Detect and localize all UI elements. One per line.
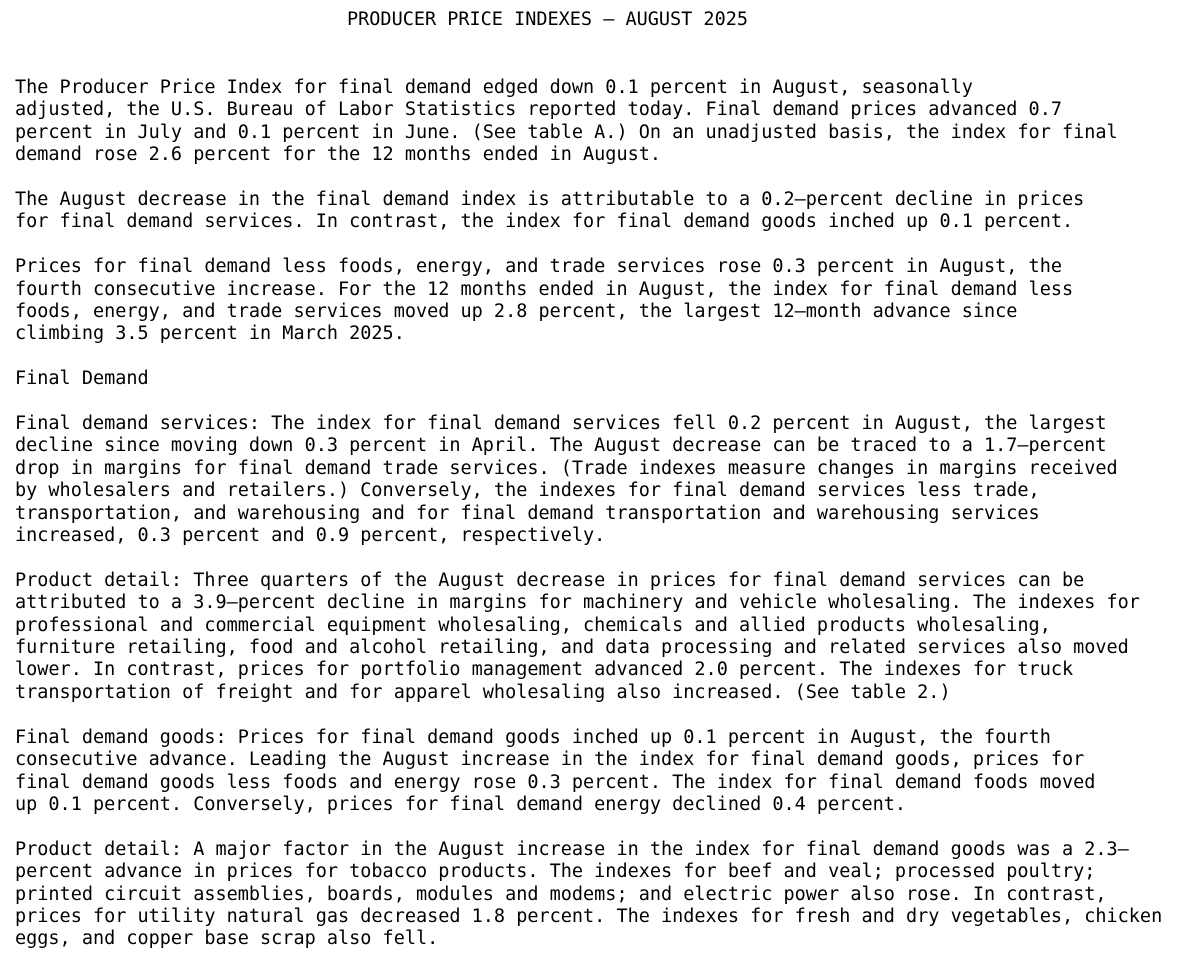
document-title: PRODUCER PRICE INDEXES – AUGUST 2025: [347, 9, 748, 30]
paragraph-decrease-attribution: The August decrease in the final demand index is attributable to a 0.2–percent decline in prices for final demand services. In contrast, the index for final demand goods inched up 0.1 percent.: [15, 189, 1085, 233]
paragraph-summary: The Producer Price Index for final demand edged down 0.1 percent in August, seasonally adjusted, the U.S. Bureau of Labor Statistics reported today. Final demand prices advanced 0.7 percent in July and 0.1 percent in June. (See table A.) On an unadjusted basis, the index for final demand rose 2.6 percent for the 12 months ended in August.: [15, 77, 1118, 166]
paragraph-goods-product-detail: Product detail: A major factor in the August increase in the index for final demand goods was a 2.3– percent advance in prices for tobacco products. The indexes for beef and veal; processed poultry; printed circuit assemblies, boards, modules and modems; and electric power also rose. In contrast, prices for utility natural gas decreased 1.8 percent. The indexes for fresh and dry vegetables, chicken eggs, and copper base scrap also fell.: [15, 838, 1163, 950]
paragraph-services-product-detail: Product detail: Three quarters of the August decrease in prices for final demand services can be attributed to a 3.9–percent decline in margins for machinery and vehicle wholesaling. The indexes for professional and commercial equipment wholesaling, chemicals and allied products wholesaling, furniture retailing, food and alcohol retailing, and data processing and related services also moved lower. In contrast, prices for portfolio management advanced 2.0 percent. The indexes for truck transportation of freight and for apparel wholesaling also increased. (See table 2.): [15, 569, 1140, 703]
paragraph-final-demand-goods: Final demand goods: Prices for final demand goods inched up 0.1 percent in August, the fourth consecutive advance. Leading the August increase in the index for final demand goods, prices for final demand goods less foods and energy rose 0.3 percent. The index for final demand foods moved up 0.1 percent. Conversely, prices for final demand energy declined 0.4 percent.: [15, 726, 1096, 815]
section-heading-final-demand: Final Demand: [15, 368, 149, 390]
paragraph-final-demand-services: Final demand services: The index for final demand services fell 0.2 percent in August, the largest decline since moving down 0.3 percent in April. The August decrease can be traced to a 1.7–percent drop in margins for final demand trade services. (Trade indexes measure changes in margins received by wholesalers and retailers.) Conversely, the indexes for final demand services less trade, transportation, and warehousing and for final demand transportation and warehousing services increased, 0.3 percent and 0.9 percent, respectively.: [15, 413, 1118, 547]
document-body: [15, 77, 1195, 951]
paragraph-core-prices: Prices for final demand less foods, energy, and trade services rose 0.3 percent in August, the fourth consecutive increase. For the 12 months ended in August, the index for final demand less foods, energy, and trade services moved up 2.8 percent, the largest 12–month advance since climbing 3.5 percent in March 2025.: [15, 256, 1074, 345]
